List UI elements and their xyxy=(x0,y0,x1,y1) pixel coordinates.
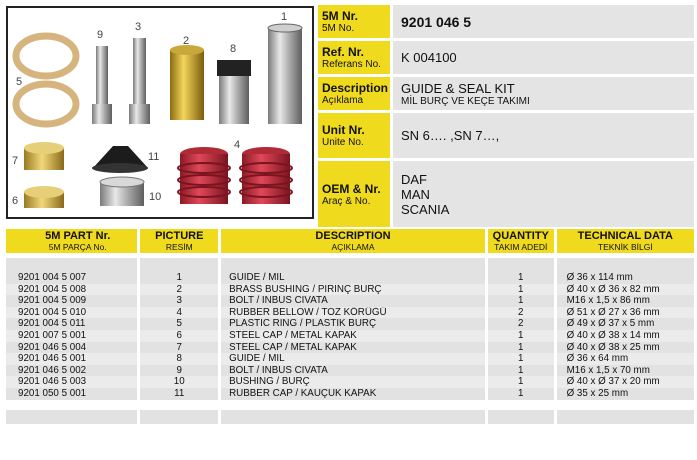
cell-description: BOLT / İNBUS CİVATA xyxy=(221,295,485,307)
oem-daf: DAF xyxy=(401,171,427,187)
cell-part-nr: 9201 046 5 004 xyxy=(6,342,137,354)
cell-quantity: 1 xyxy=(488,376,554,388)
description-tr: MİL BURÇ VE KEÇE TAKIMI xyxy=(401,95,530,107)
cell-part-nr: 9201 004 5 007 xyxy=(6,272,137,284)
table-row-blank xyxy=(6,258,694,272)
cell-technical-data: Ø 49 x Ø 37 x 5 mm xyxy=(557,318,694,330)
cell-part-nr: 9201 004 5 011 xyxy=(6,318,137,330)
description-en: GUIDE & SEAL KIT xyxy=(401,80,515,96)
table-row xyxy=(6,342,694,354)
parts-table xyxy=(6,229,694,424)
parts-illustration xyxy=(8,8,312,217)
cell-picture: 8 xyxy=(140,353,218,365)
cell-description: RUBBER BELLOW / TOZ KÖRÜĞÜ xyxy=(221,307,485,319)
oem-scania: SCANIA xyxy=(401,201,450,217)
cell-description: BOLT / İNBUS CİVATA xyxy=(221,365,485,377)
picture-number-7: 7 xyxy=(12,155,19,167)
product-photo xyxy=(6,6,314,219)
product-info-panel xyxy=(318,5,694,230)
info-value xyxy=(393,77,694,110)
info-row-oem xyxy=(318,161,694,227)
picture-number-5: 5 xyxy=(16,76,23,88)
cell-picture: 4 xyxy=(140,307,218,319)
bolt-9-head xyxy=(92,104,112,124)
table-row xyxy=(6,330,694,342)
cell-picture: 10 xyxy=(140,376,218,388)
header-quantity: QUANTITY TAKIM ADEDİ xyxy=(488,229,554,253)
table-row xyxy=(6,318,694,330)
bolt-3-shaft xyxy=(133,38,146,110)
cell-description: STEEL CAP / METAL KAPAK xyxy=(221,342,485,354)
info-value xyxy=(393,161,694,227)
cell-description: RUBBER CAP / KAUÇUK KAPAK xyxy=(221,388,485,400)
table-row xyxy=(6,388,694,400)
cell-description: STEEL CAP / METAL KAPAK xyxy=(221,330,485,342)
info-label: 5M Nr. 5M No. xyxy=(318,5,390,38)
cell-part-nr: 9201 046 5 002 xyxy=(6,365,137,377)
info-label: OEM & Nr. Araç & No. xyxy=(318,161,390,227)
cell-picture: 3 xyxy=(140,295,218,307)
table-row xyxy=(6,272,694,284)
picture-number-10: 10 xyxy=(149,191,162,203)
cell-picture: 9 xyxy=(140,365,218,377)
cell-technical-data: Ø 35 x 25 mm xyxy=(557,388,694,400)
header-part-nr: 5M PART Nr. 5M PARÇA No. xyxy=(6,229,137,253)
cell-picture: 7 xyxy=(140,342,218,354)
cell-quantity: 1 xyxy=(488,388,554,400)
cell-part-nr: 9201 046 5 003 xyxy=(6,376,137,388)
plastic-ring-bottom xyxy=(16,84,76,124)
picture-number-4: 4 xyxy=(234,139,241,151)
picture-number-11: 11 xyxy=(148,151,160,163)
table-body xyxy=(6,272,694,400)
info-row-5m-nr xyxy=(318,5,694,38)
cell-technical-data: Ø 51 x Ø 27 x 36 mm xyxy=(557,307,694,319)
info-row-ref-nr xyxy=(318,41,694,74)
picture-number-1: 1 xyxy=(281,11,288,23)
plastic-ring-top xyxy=(16,36,76,76)
cell-quantity: 1 xyxy=(488,272,554,284)
cell-picture: 1 xyxy=(140,272,218,284)
info-value xyxy=(393,113,694,158)
table-row xyxy=(6,353,694,365)
table-row xyxy=(6,307,694,319)
cell-technical-data: Ø 40 x Ø 38 x 14 mm xyxy=(557,330,694,342)
info-label: Unit Nr. Unite No. xyxy=(318,113,390,158)
table-row xyxy=(6,295,694,307)
table-header xyxy=(6,229,694,253)
cell-description: GUIDE / MİL xyxy=(221,353,485,365)
table-row xyxy=(6,365,694,377)
cell-part-nr: 9201 004 5 009 xyxy=(6,295,137,307)
cell-part-nr: 9201 004 5 008 xyxy=(6,284,137,296)
cell-part-nr: 9201 050 5 001 xyxy=(6,388,137,400)
cell-quantity: 1 xyxy=(488,353,554,365)
bolt-9-shaft xyxy=(96,46,108,110)
rubber-bellow-right xyxy=(240,147,292,204)
cell-description: BRASS BUSHING / PİRİNÇ BURÇ xyxy=(221,284,485,296)
cell-picture: 5 xyxy=(140,318,218,330)
cell-part-nr: 9201 007 5 001 xyxy=(6,330,137,342)
cell-technical-data: Ø 40 x Ø 38 x 25 mm xyxy=(557,342,694,354)
cell-technical-data: M16 x 1,5 x 86 mm xyxy=(557,295,694,307)
cell-quantity: 1 xyxy=(488,365,554,377)
header-technical-data: TECHNICAL DATA TEKNİK BİLGİ xyxy=(557,229,694,253)
cell-description: BUSHING / BURÇ xyxy=(221,376,485,388)
cell-quantity: 1 xyxy=(488,342,554,354)
header-picture: PICTURE RESİM xyxy=(140,229,218,253)
header-description: DESCRIPTION AÇIKLAMA xyxy=(221,229,485,253)
table-row-blank xyxy=(6,410,694,424)
cell-quantity: 1 xyxy=(488,295,554,307)
cell-picture: 11 xyxy=(140,388,218,400)
cell-technical-data: Ø 36 x 64 mm xyxy=(557,353,694,365)
picture-number-8: 8 xyxy=(230,43,237,55)
cell-technical-data: M16 x 1,5 x 70 mm xyxy=(557,365,694,377)
info-value xyxy=(393,41,694,74)
table-row xyxy=(6,284,694,296)
unit-number: SN 6…. ,SN 7…, xyxy=(401,128,500,143)
cell-quantity: 1 xyxy=(488,284,554,296)
cell-quantity: 1 xyxy=(488,330,554,342)
guide-1 xyxy=(268,28,302,124)
cell-description: GUIDE / MİL xyxy=(221,272,485,284)
cell-technical-data: Ø 36 x 114 mm xyxy=(557,272,694,284)
cell-quantity: 2 xyxy=(488,307,554,319)
cell-picture: 2 xyxy=(140,284,218,296)
picture-number-3: 3 xyxy=(135,21,142,33)
cell-description: PLASTIC RING / PLASTİK BURÇ xyxy=(221,318,485,330)
cell-picture: 6 xyxy=(140,330,218,342)
cell-part-nr: 9201 004 5 010 xyxy=(6,307,137,319)
table-row xyxy=(6,376,694,388)
info-row-description xyxy=(318,77,694,110)
reference-number: K 004100 xyxy=(401,50,457,65)
info-label: Ref. Nr. Referans No. xyxy=(318,41,390,74)
picture-number-9: 9 xyxy=(97,29,104,41)
info-label: Description Açıklama xyxy=(318,77,390,110)
info-row-unit-nr xyxy=(318,113,694,158)
picture-number-2: 2 xyxy=(183,35,190,47)
bolt-3-head xyxy=(129,104,150,124)
part-number: 9201 046 5 xyxy=(401,13,472,30)
cell-technical-data: Ø 40 x Ø 36 x 82 mm xyxy=(557,284,694,296)
picture-number-6: 6 xyxy=(12,195,19,207)
cell-quantity: 2 xyxy=(488,318,554,330)
cell-part-nr: 9201 046 5 001 xyxy=(6,353,137,365)
info-value xyxy=(393,5,694,38)
oem-man: MAN xyxy=(401,186,430,202)
brass-bushing xyxy=(170,50,204,120)
cell-technical-data: Ø 40 x Ø 37 x 20 mm xyxy=(557,376,694,388)
rubber-bellow-left xyxy=(178,147,230,204)
